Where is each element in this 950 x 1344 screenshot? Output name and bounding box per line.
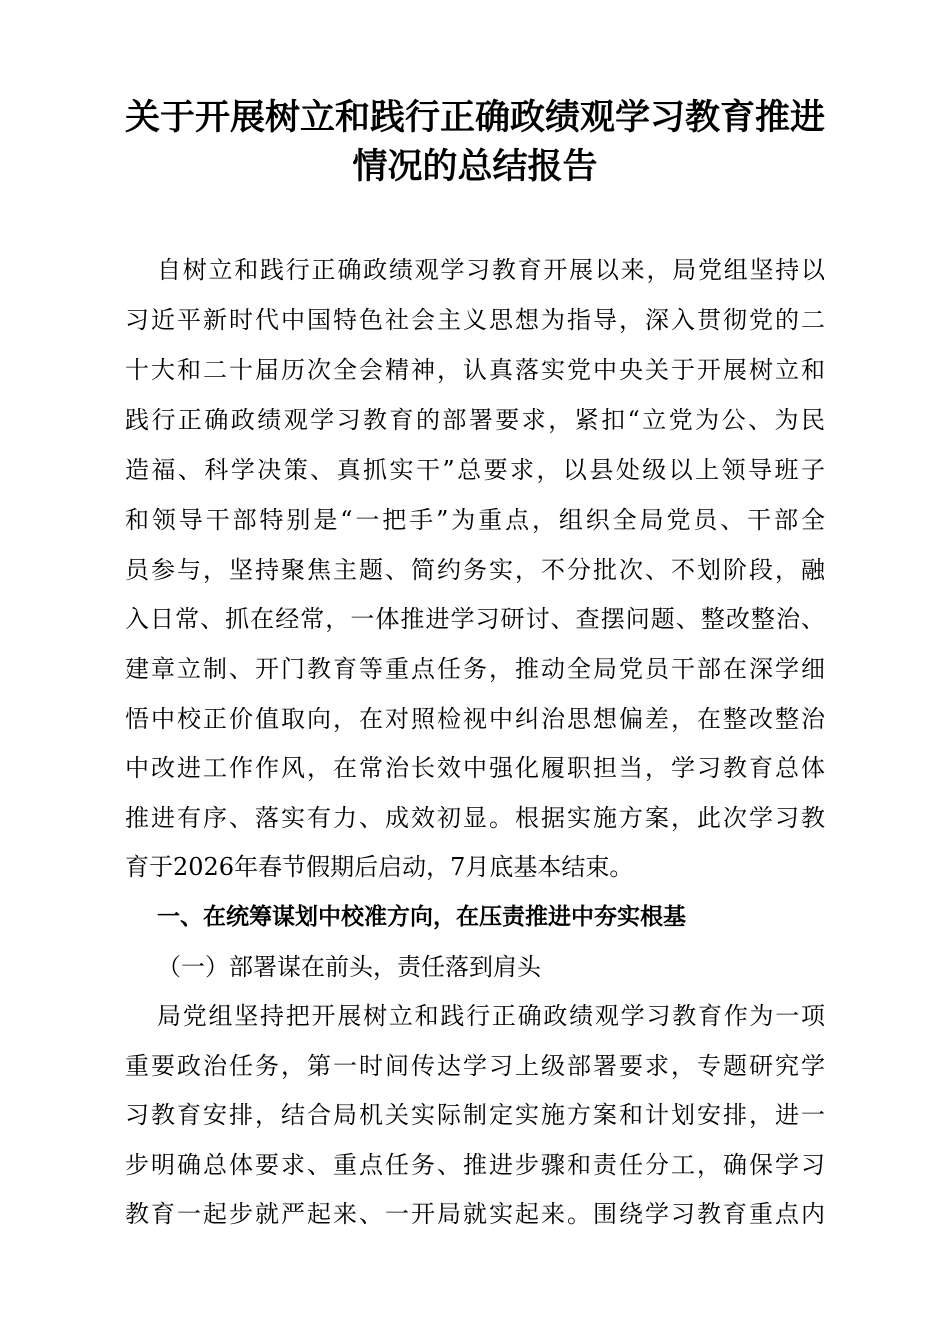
intro-paragraph-line: 习近平新时代中国特色社会主义思想为指导，深入贯彻党的二 bbox=[125, 306, 825, 334]
section-heading-1: 一、在统筹谋划中校准方向，在压责推进中夯实根基 bbox=[157, 904, 686, 930]
section-paragraph-line: 局党组坚持把开展树立和践行正确政绩观学习教育作为一项 bbox=[157, 1002, 825, 1030]
intro-paragraph-line: 推进有序、落实有力、成效初显。根据实施方案，此次学习教 bbox=[125, 804, 825, 832]
document-title-line-1: 关于开展树立和践行正确政绩观学习教育推进 bbox=[124, 97, 825, 138]
intro-paragraph-line: 践行正确政绩观学习教育的部署要求，紧扣“立党为公、为民 bbox=[125, 406, 825, 434]
intro-paragraph-line: 造福、科学决策、真抓实干”总要求，以县处级以上领导班子 bbox=[125, 456, 825, 484]
intro-paragraph-line: 育于2026年春节假期后启动，7月底基本结束。 bbox=[125, 853, 634, 881]
intro-paragraph-line: 入日常、抓在经常，一体推进学习研讨、查摆问题、整改整治、 bbox=[125, 605, 825, 633]
section-paragraph-line: 重要政治任务，第一时间传达学习上级部署要求，专题研究学 bbox=[125, 1052, 825, 1080]
subsection-heading-1: （一）部署谋在前头，责任落到肩头 bbox=[157, 953, 541, 981]
section-paragraph-line: 习教育安排，结合局机关实际制定实施方案和计划安排，进一 bbox=[125, 1101, 825, 1129]
intro-paragraph-line: 建章立制、开门教育等重点任务，推动全局党员干部在深学细 bbox=[125, 655, 825, 683]
intro-paragraph-line: 中改进工作作风，在常治长效中强化履职担当，学习教育总体 bbox=[125, 754, 825, 782]
intro-paragraph-line: 悟中校正价值取向，在对照检视中纠治思想偏差，在整改整治 bbox=[125, 705, 825, 733]
section-paragraph-line: 教育一起步就严起来、一开局就实起来。围绕学习教育重点内 bbox=[125, 1200, 825, 1228]
intro-paragraph-line: 和领导干部特别是“一把手”为重点，组织全局党员、干部全 bbox=[125, 506, 825, 534]
intro-paragraph-line: 十大和二十届历次全会精神，认真落实党中央关于开展树立和 bbox=[125, 356, 825, 384]
intro-paragraph-line: 员参与，坚持聚焦主题、简约务实，不分批次、不划阶段，融 bbox=[125, 556, 825, 584]
intro-paragraph-line: 自树立和践行正确政绩观学习教育开展以来，局党组坚持以 bbox=[157, 256, 825, 284]
document-title-line-2: 情况的总结报告 bbox=[352, 146, 598, 187]
section-paragraph-line: 步明确总体要求、重点任务、推进步骤和责任分工，确保学习 bbox=[125, 1151, 825, 1179]
